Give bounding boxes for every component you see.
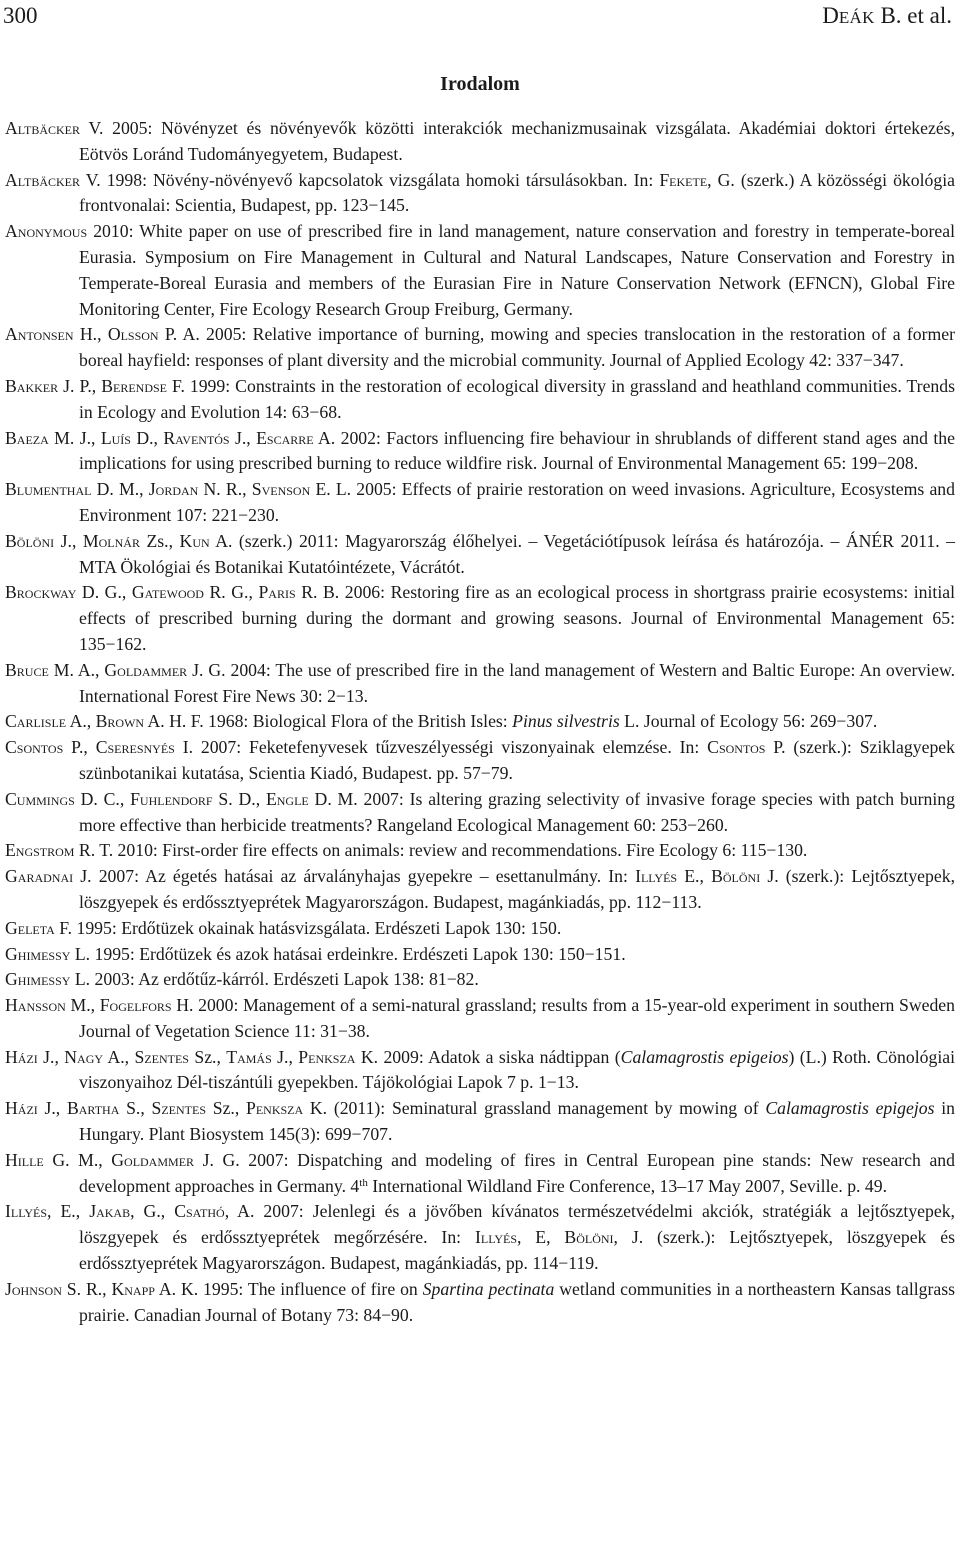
reference-author: Engstrom [5, 840, 75, 861]
running-header [822, 2, 952, 32]
reference-author: Engle [265, 788, 309, 809]
reference-author: Penksza [298, 1046, 356, 1067]
reference-author: Penksza [246, 1098, 304, 1119]
reference-text: A., [103, 1046, 135, 1067]
reference-text: D. C., [74, 788, 131, 809]
reference-text: A. 2002: Factors influencing fire behaviour in shrublands of different stand ages and the implications for using prescribed burning to reduce wildfire risk. Journal of Environmental Management 65: 199−208. [79, 427, 955, 474]
reference-author: Molnár [82, 530, 140, 551]
reference-text: J. 2007: Az égetés hatásai az árvalányhajas gyepekre – esettanulmány. In: [73, 866, 636, 887]
reference-author: Goldammer [111, 1149, 195, 1170]
reference-author: Illyés [5, 1201, 48, 1222]
reference-text: , G., [130, 1201, 175, 1222]
reference-taxon: Calamagrostis epigejos [765, 1098, 935, 1119]
reference-entry [5, 219, 955, 322]
reference-text: L. 1995: Erdőtüzek és azok hatásai erdeinkre. Erdészeti Lapok 130: 150−151. [70, 943, 626, 964]
reference-author: Házi [5, 1098, 38, 1119]
reference-text: Zs., [139, 530, 180, 551]
reference-text: V. 2005: Növényzet és növényevők közötti interakciók mechanizmusainak vizsgálata. Akadémiai doktori értekezés, Eötvös Loránd Tudományegyetem, Budapest. [79, 118, 955, 164]
reference-author: Bölöni [5, 530, 55, 551]
reference-text: 2010: White paper on use of prescribed fire in land management, nature conservation and forestry in temperate-boreal Eurasia. Symposium on Fire Management in Cultural and Natural Landscapes, Nature Conservation and Forestry in Temperate-Boreal Eurasia and members of the Eurasian Fire in Nature Conservation Network (EFNCN), Global Fire Monitoring Center, Fire Ecology Research Group Freiburg, Germany. [79, 221, 955, 319]
reference-entry [5, 477, 955, 529]
reference-text: Sz., [206, 1098, 246, 1119]
reference-text: J. P., [58, 375, 102, 396]
reference-text: R. T. 2010: First-order fire effects on animals: review and recommendations. Fire Ecology 6: 115−130. [74, 840, 808, 861]
reference-text: P., [63, 737, 96, 758]
reference-text: M., [65, 995, 100, 1016]
reference-text: E. L. 2005: Effects of prairie restoration on weed invasions. Agriculture, Ecosystems and Environment 107: 221−230. [79, 479, 955, 525]
reference-entry [5, 426, 955, 478]
reference-text: Sz., [188, 1046, 227, 1067]
reference-entry [5, 864, 955, 916]
reference-text: K. 2009: Adatok a siska nádtippan ( [355, 1046, 621, 1067]
reference-text: K. (2011): Seminatural grassland management by mowing of [303, 1098, 766, 1119]
reference-author: Bölöni [711, 866, 761, 887]
reference-entry [5, 374, 955, 426]
reference-author: Altbäcker [5, 169, 81, 190]
reference-author: Kun [179, 530, 210, 551]
reference-entry [5, 942, 955, 968]
reference-author: Bartha [66, 1098, 120, 1119]
reference-author: Luís [100, 427, 131, 448]
reference-text: R. B. 2006: Restoring fire as an ecological process in shortgrass prairie ecosystems: initial effects of prescribed burning during the dormant and growing seasons. Journal of Environmental Management 65: 135−162. [79, 582, 956, 654]
reference-taxon: Calamagrostis epigeios [620, 1046, 789, 1067]
reference-text: S. D., [212, 788, 266, 809]
reference-superscript: th [359, 1176, 368, 1189]
reference-author: Szentes [151, 1098, 207, 1119]
reference-entry [5, 735, 955, 787]
reference-author: Fuhlendorf [130, 788, 213, 809]
reference-taxon: Pinus silvestris [512, 711, 620, 732]
reference-list [5, 116, 955, 1328]
reference-author: Carlisle [5, 711, 67, 732]
reference-text: wetland communities in a northeastern Kansas tallgrass prairie. Canadian Journal of Botany 73: 84−90. [79, 1278, 956, 1325]
reference-taxon: Spartina pectinata [422, 1278, 555, 1299]
reference-entry [5, 580, 955, 657]
reference-author: Csathó [174, 1201, 225, 1222]
reference-author: Hansson [5, 995, 66, 1016]
reference-author: Jakab [89, 1201, 131, 1222]
reference-entry [5, 916, 955, 942]
reference-author: Geleta [5, 917, 55, 938]
reference-author: Bölöni [564, 1227, 614, 1248]
reference-text: J., [37, 1046, 65, 1067]
reference-text: J., [229, 427, 257, 448]
reference-author: Cummings [5, 788, 75, 809]
reference-text: , E, [517, 1227, 565, 1248]
reference-text: F. 1999: Constraints in the restoration of ecological diversity in grassland and heathland communities. Trends in Ecology and Evolution 14: 63−68. [79, 375, 955, 422]
reference-entry [5, 1096, 955, 1148]
reference-author: Illyés [635, 866, 678, 887]
reference-author: Garadnai [5, 866, 74, 887]
reference-text: A., [66, 711, 96, 732]
reference-entry [5, 1277, 955, 1329]
reference-author: Gatewood [131, 582, 204, 603]
reference-text: D. M. 2007: Is altering grazing selectivity of invasive forage species with patch burning more effective than herbicide treatments? Rangeland Ecological Management 60: 253−260. [79, 788, 955, 835]
running-header-rest: B. et al. [874, 3, 952, 28]
running-header-author-initial: D [822, 3, 839, 28]
reference-author: Fogelfors [99, 995, 172, 1016]
reference-text: , A. 2007: Jelenlegi és a jövőben kívánatos természetvédelmi akciók, stratégiák a lejtősztyepek, löszgyepek és erdőssztyeprétek megőrzésére. In: [79, 1201, 955, 1248]
reference-text: D. M., [91, 479, 149, 500]
reference-author: Paris [258, 582, 296, 603]
reference-entry [5, 1148, 955, 1200]
reference-text: V. 1998: Növény-növényevő kapcsolatok vizsgálata homoki társulásokban. In: [80, 169, 660, 190]
running-header-author-rest: EÁK [838, 8, 875, 27]
reference-text: D. G., [76, 582, 132, 603]
reference-text: J., [54, 530, 83, 551]
reference-text: A. (szerk.) 2011: Magyarország élőhelyei. – Vegetációtípusok leírása és határozója. – ÁNÉR 2011. – MTA Ökológiai és Botanikai Kutatóintézete, Vácrátót. [79, 530, 955, 577]
reference-text: J., [37, 1098, 67, 1119]
reference-text: A. H. F. 1968: Biological Flora of the British Isles: [144, 711, 513, 732]
reference-entry [5, 838, 955, 864]
reference-author: Berendse [101, 375, 168, 396]
reference-text: J., [271, 1046, 299, 1067]
reference-text: D., [130, 427, 164, 448]
reference-author: Nagy [64, 1046, 104, 1067]
reference-text: L. 2003: Az erdőtűz-kárról. Erdészeti Lapok 138: 81−82. [70, 969, 479, 990]
reference-text: L. Journal of Ecology 56: 269−307. [619, 711, 878, 732]
reference-text: J. G. 2004: The use of prescribed fire in the land management of Western and Baltic Europe: An overview. International Forest Fire News 30: 2−13. [79, 659, 955, 706]
reference-author: Fekete [659, 169, 708, 190]
reference-author: Altbäcker [5, 118, 81, 138]
reference-author: Házi [5, 1046, 38, 1067]
reference-text: P. A. 2005: Relative importance of burning, mowing and species translocation in the restoration of a former boreal hayfield: responses of plant diversity and the microbial community. Journal of Applied Ecology 42: 337−347. [79, 324, 956, 371]
reference-text: ) (L.) Roth. Cönológiai viszonyaihoz Dél-tiszántúli gyepekben. Tájökológiai Lapok 7 p. 1−13. [79, 1046, 955, 1093]
reference-text: International Wildland Fire Conference, 13–17 May 2007, Seville. p. 49. [367, 1175, 887, 1196]
reference-author: Anonymous [5, 221, 88, 242]
reference-text: J. (szerk.): Lejtősztyepek, löszgyepek és erdőssztyeprétek Magyarországon. Budapest, magánkiadás, pp. 112−113. [79, 866, 955, 912]
page-number: 300 [3, 3, 38, 28]
reference-text: S., [119, 1098, 152, 1119]
reference-author: Antonsen [5, 324, 74, 345]
reference-author: Szentes [134, 1046, 189, 1067]
reference-author: Ghimessy [5, 943, 71, 964]
reference-author: Hille [5, 1149, 44, 1170]
reference-text: , J. (szerk.): Lejtősztyepek, löszgyepek és erdőssztyeprétek Magyarországon. Budapest, magánkiadás, pp. 114−119. [79, 1227, 955, 1274]
reference-entry [5, 529, 955, 581]
reference-author: Olsson [107, 324, 159, 345]
reference-author: Brockway [5, 582, 77, 603]
reference-entry [5, 1045, 955, 1097]
reference-text: I. 2007: Feketefenyvesek tűzveszélyességi viszonyainak elemzése. In: [174, 737, 708, 758]
reference-text: J. G. 2007: Dispatching and modeling of fires in Central European pine stands: New research and development approaches in Germany. 4 [79, 1149, 955, 1196]
reference-author: Bruce [5, 659, 49, 680]
reference-author: Bakker [5, 375, 59, 396]
reference-text: G. M., [43, 1149, 112, 1170]
reference-text: R. G., [203, 582, 259, 603]
reference-author: Escarre [256, 427, 314, 448]
reference-author: Cseresnyés [95, 737, 175, 758]
reference-text: , G. (szerk.) A közösségi ökológia frontvonalai: Scientia, Budapest, pp. 123−145. [79, 169, 955, 216]
reference-author: Ghimessy [5, 969, 71, 990]
reference-author: Knapp [111, 1278, 155, 1299]
reference-text: E., [677, 866, 712, 887]
reference-author: Blumenthal [5, 479, 92, 500]
section-title: Irodalom [440, 73, 520, 95]
reference-entry [5, 116, 955, 168]
reference-author: Csontos [707, 737, 766, 758]
reference-entry [5, 168, 955, 220]
reference-text: H. 2000: Management of a semi-natural grassland; results from a 15-year-old experiment in southern Sweden Journal of Vegetation Science 11: 31−38. [79, 995, 955, 1041]
reference-author: Tamás [226, 1046, 272, 1067]
reference-text: P. (szerk.): Sziklagyepek szünbotanikai kutatása, Scientia Kiadó, Budapest. pp. 57−79. [79, 737, 955, 783]
reference-author: Csontos [5, 737, 64, 758]
reference-text: H., [73, 324, 108, 345]
reference-entry [5, 1199, 955, 1276]
reference-text: M. A., [48, 659, 105, 680]
reference-text: , E., [47, 1201, 90, 1222]
reference-text: M. J., [48, 427, 101, 448]
reference-text: A. K. 1995: The influence of fire on [154, 1278, 423, 1299]
reference-author: Jordan [148, 479, 199, 500]
reference-entry [5, 787, 955, 839]
reference-author: Baeza [5, 427, 49, 448]
reference-entry [5, 658, 955, 710]
reference-entry [5, 993, 955, 1045]
reference-text: S. R., [61, 1278, 112, 1299]
reference-entry [5, 709, 955, 735]
reference-text: in Hungary. Plant Biosystem 145(3): 699−707. [79, 1098, 956, 1145]
reference-text: N. R., [198, 479, 252, 500]
reference-author: Goldammer [104, 659, 188, 680]
reference-author: Raventós [163, 427, 230, 448]
reference-entry [5, 322, 955, 374]
reference-author: Johnson [5, 1278, 62, 1299]
reference-entry [5, 967, 955, 993]
reference-text: F. 1995: Erdőtüzek okainak hatásvizsgálata. Erdészeti Lapok 130: 150. [54, 917, 562, 938]
reference-author: Brown [95, 711, 145, 732]
reference-author: Svenson [251, 479, 311, 500]
reference-author: Illyés [474, 1227, 517, 1248]
